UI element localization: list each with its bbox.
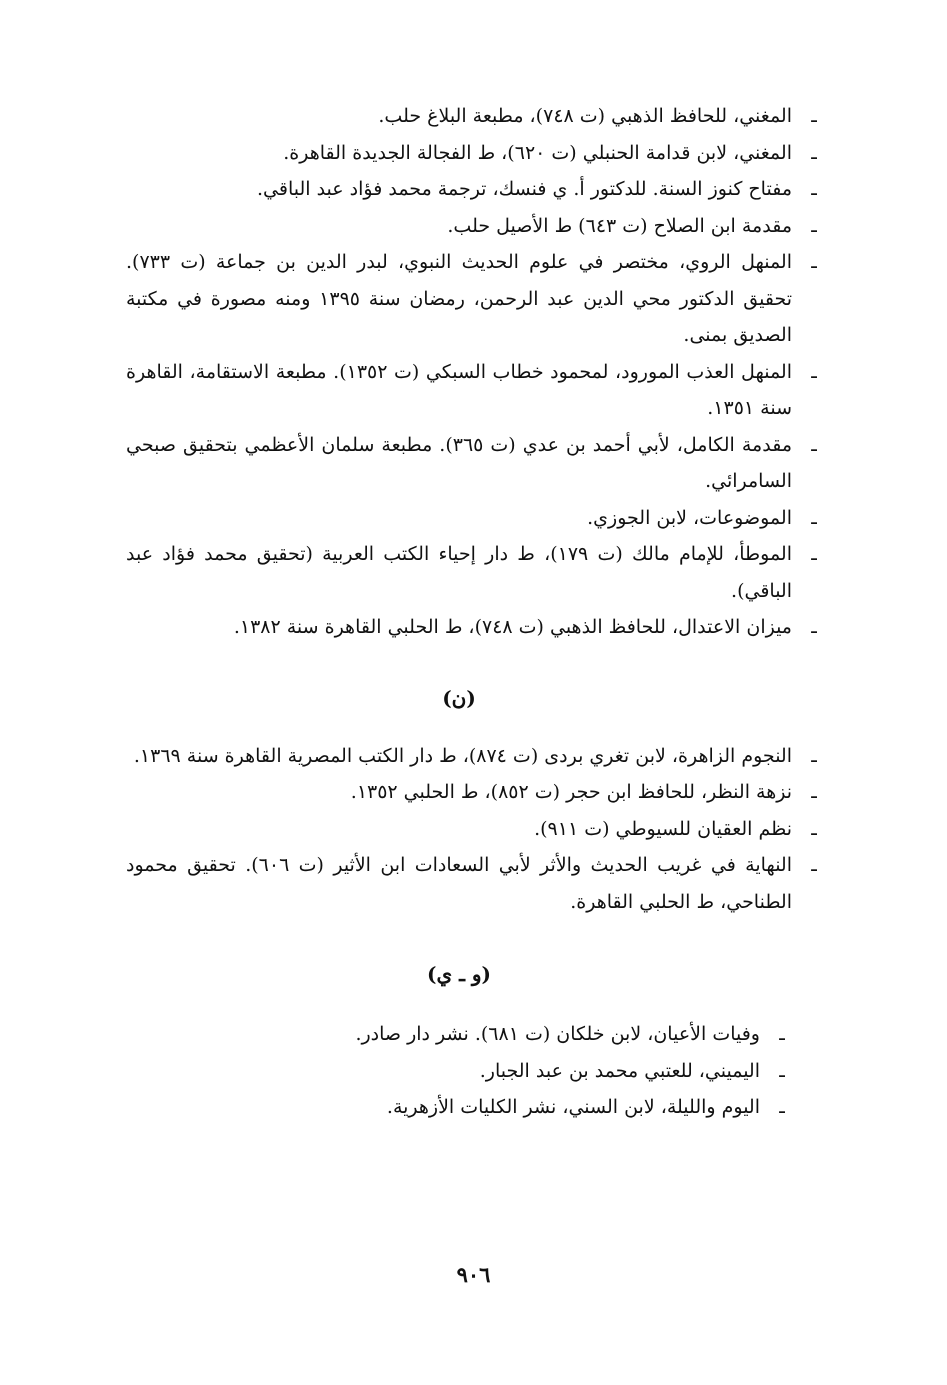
entry-text: النهاية في غريب الحديث والأثر لأبي السعادات ابن الأثير (ت ٦٠٦). تحقيق محمود الطناحي، ط الحلبي القاهرة. [126, 854, 792, 913]
bib-entry [126, 1016, 794, 1053]
entry-dash: ـ [811, 360, 817, 383]
bib-entry [126, 847, 826, 920]
section-meem [126, 98, 826, 646]
entry-dash: ـ [811, 781, 817, 803]
bib-entry [126, 427, 826, 500]
entry-text: اليوم والليلة، لابن السني، نشر الكليات الأزهرية. [386, 1096, 760, 1118]
section-heading-noon: (ن) [442, 685, 476, 710]
entry-text: المغني، لابن قدامة الحنبلي (ت ٦٢٠)، ط الفجالة الجديدة القاهرة. [283, 141, 792, 164]
section-noon [126, 738, 826, 921]
bib-entry [126, 244, 826, 354]
entry-dash: ـ [811, 744, 817, 767]
bib-entry [126, 774, 826, 811]
entry-text: نظم العقيان للسيوطي (ت ٩١١). [534, 817, 792, 840]
bib-entry [126, 609, 826, 646]
entry-dash: ـ [811, 141, 817, 164]
entry-text: مقدمة الكامل، لأبي أحمد بن عدي (ت ٣٦٥). مطبعة سلمان الأعظمي بتحقيق صبحي السامرائي. [126, 433, 792, 492]
entry-text: الموضوعات، لابن الجوزي. [587, 506, 792, 529]
bib-entry [126, 135, 826, 172]
entry-dash: ـ [811, 506, 817, 529]
bib-entry [126, 171, 826, 208]
section-heading-waw-ya: (و ـ ي) [426, 962, 492, 986]
bib-entry [126, 500, 826, 537]
page-number: ٩٠٦ [456, 1262, 491, 1287]
entry-dash: ـ [811, 854, 817, 876]
entry-text: مقدمة ابن الصلاح (ت ٦٤٣) ط الأصيل حلب. [447, 214, 792, 237]
entry-text: النجوم الزاهرة، لابن تغري بردى (ت ٨٧٤)، ط دار الكتب المصرية القاهرة سنة ١٣٦٩. [133, 744, 792, 767]
section-waw-ya [126, 1016, 794, 1126]
bib-entry [126, 1053, 794, 1090]
entry-dash: ـ [811, 214, 817, 237]
entry-dash: ـ [811, 543, 817, 565]
entry-dash: ـ [811, 817, 817, 840]
bib-entry [126, 738, 826, 775]
entry-dash: ـ [811, 616, 817, 638]
bib-entry [126, 811, 826, 848]
entry-text: نزهة النظر، للحافظ ابن حجر (ت ٨٥٢)، ط الحلبي ١٣٥٢. [350, 781, 792, 803]
entry-dash: ـ [779, 1059, 785, 1082]
bib-entry [126, 208, 826, 245]
entry-text: المنهل الروي، مختصر في علوم الحديث النبوي، لبدر الدين بن جماعة (ت ٧٣٣). تحقيق الدكتور محي الدين عبد الرحمن، رمضان سنة ١٣٩٥ ومنه مصورة في مكتبة الصديق بمنى. [126, 251, 792, 346]
entry-text: الموطأ، للإمام مالك (ت ١٧٩)، ط دار إحياء الكتب العربية (تحقيق محمد فؤاد عبد الباقي). [126, 543, 792, 602]
bib-entry [126, 1089, 794, 1126]
entry-text: المنهل العذب المورود، لمحمود خطاب السبكي (ت ١٣٥٢). مطبعة الاستقامة، القاهرة سنة ١٣٥١. [126, 360, 792, 419]
entry-text: المغني، للحافظ الذهبي (ت ٧٤٨)، مطبعة البلاغ حلب. [378, 105, 792, 127]
bib-entry [126, 98, 826, 135]
entry-text: اليميني، للعتبي محمد بن عبد الجبار. [479, 1059, 760, 1082]
entry-dash: ـ [811, 251, 817, 273]
entry-dash: ـ [779, 1023, 785, 1045]
bib-entry [126, 354, 826, 427]
bib-entry [126, 536, 826, 609]
entry-text: مفتاح كنوز السنة. للدكتور أ. ي فنسك، ترجمة محمد فؤاد عبد الباقي. [257, 178, 792, 200]
entry-text: وفيات الأعيان، لابن خلكان (ت ٦٨١). نشر دار صادر. [355, 1023, 760, 1045]
entry-text: ميزان الاعتدال، للحافظ الذهبي (ت ٧٤٨)، ط الحلبي القاهرة سنة ١٣٨٢. [233, 616, 792, 638]
bibliography [126, 98, 826, 1126]
entry-dash: ـ [811, 433, 817, 456]
entry-dash: ـ [779, 1096, 785, 1118]
entry-dash: ـ [811, 105, 817, 127]
entry-dash: ـ [811, 178, 817, 200]
